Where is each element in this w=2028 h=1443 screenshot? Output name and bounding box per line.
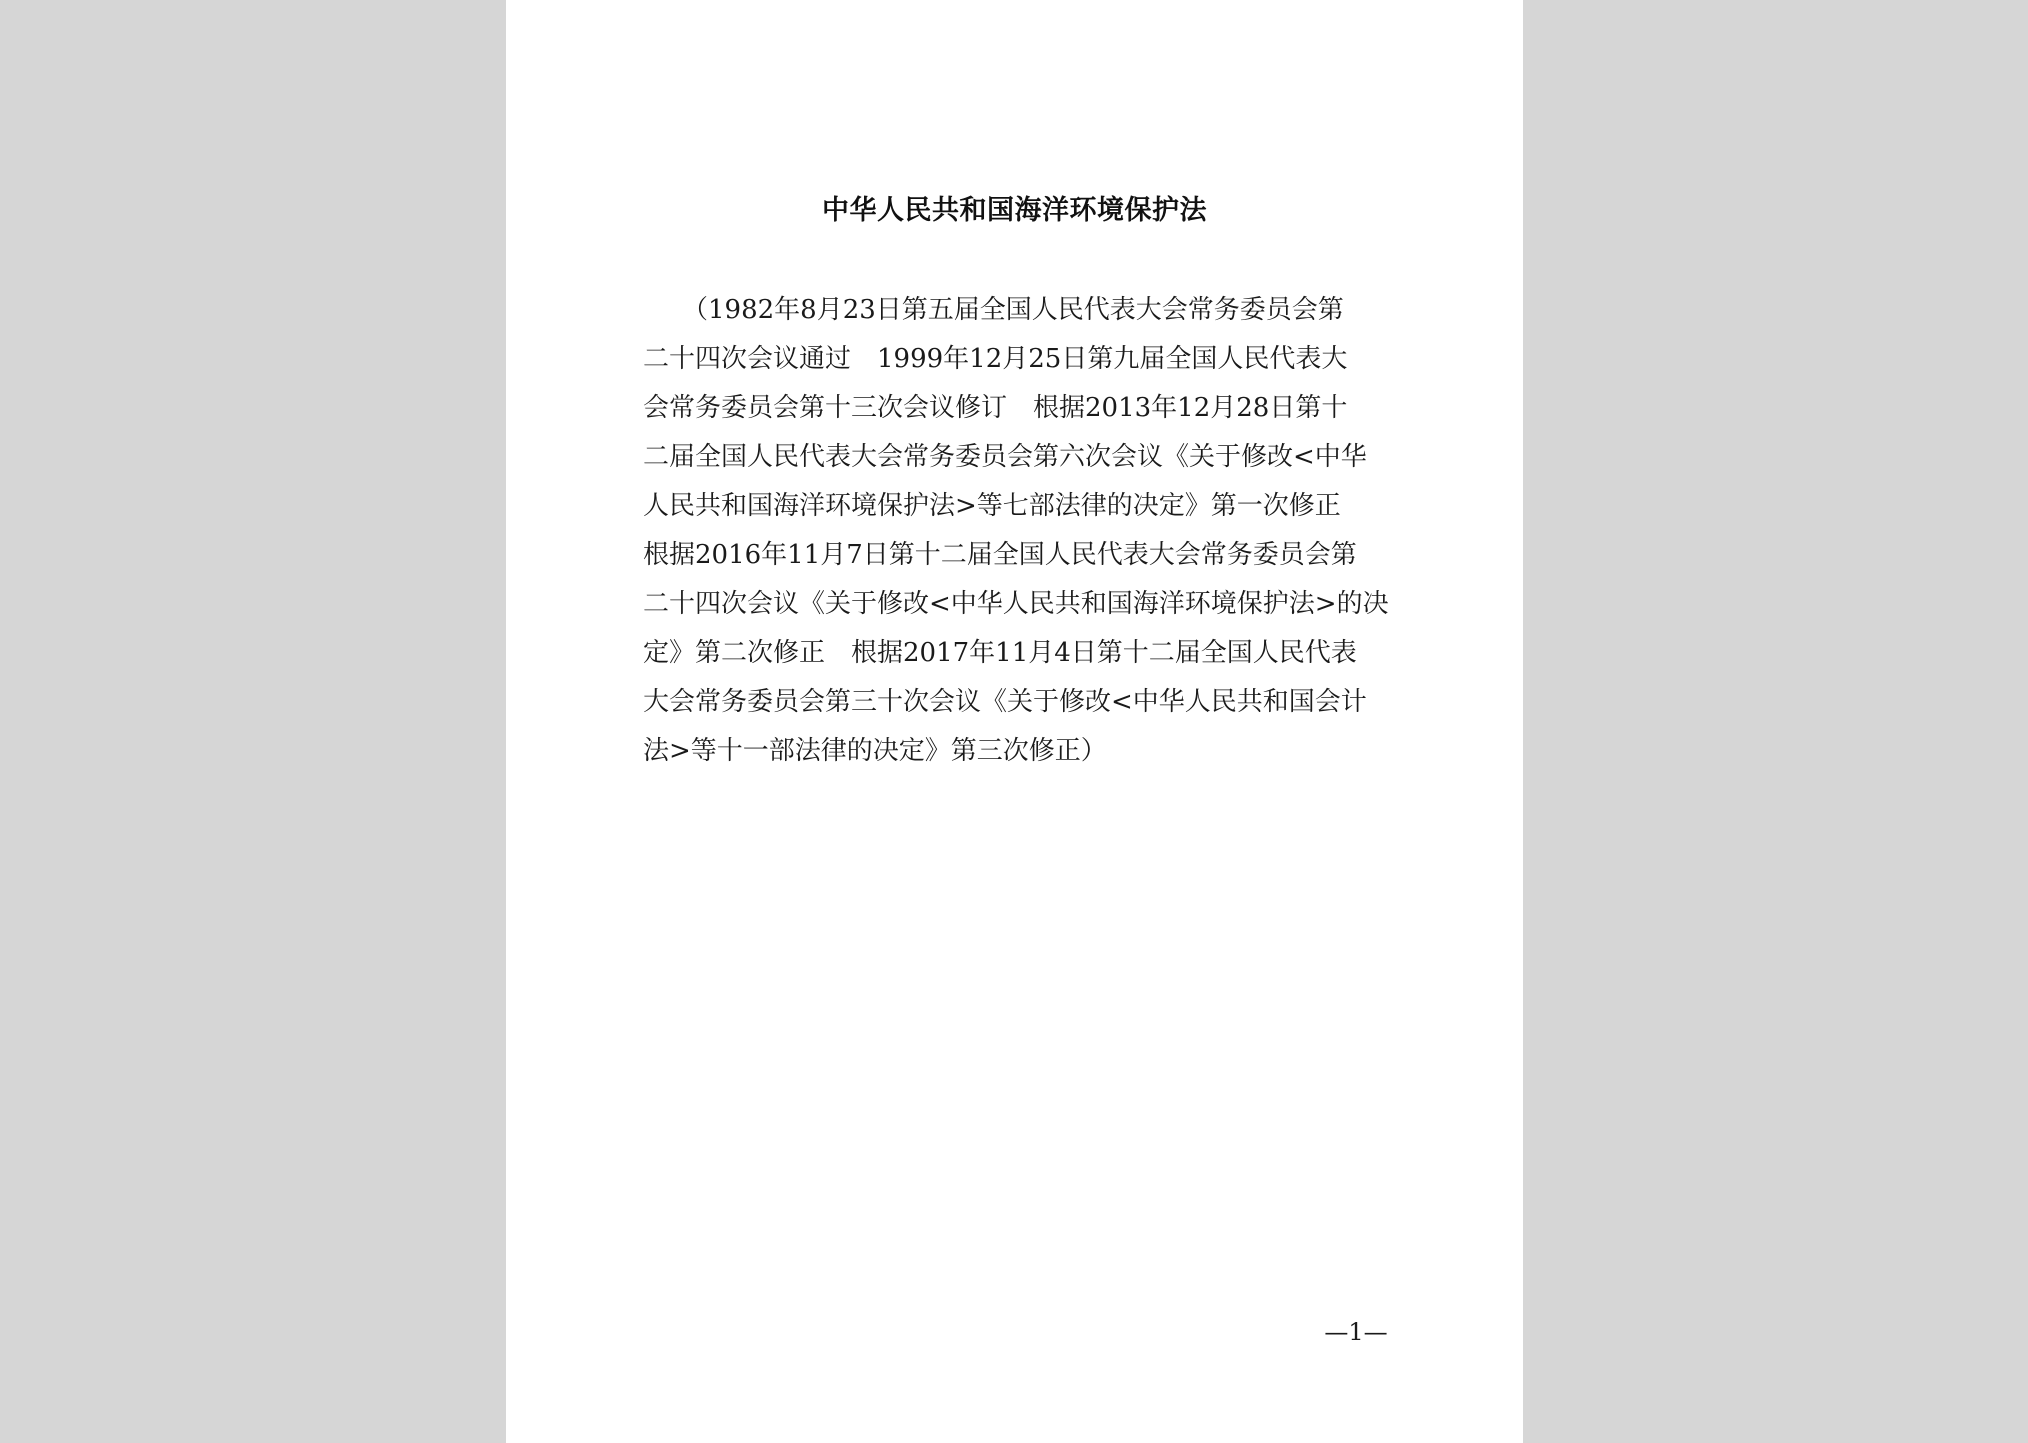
page-number: —1—: [1324, 1318, 1388, 1346]
preamble-line: 根据2016年11月7日第十二届全国人民代表大会常务委员会第: [643, 540, 1357, 570]
preamble-line: 人民共和国海洋环境保护法>等七部法律的决定》第一次修正: [643, 491, 1341, 521]
preamble-text: [643, 286, 1405, 776]
document-page: [506, 0, 1523, 1443]
preamble-line: 二十四次会议通过 1999年12月25日第九届全国人民代表大: [643, 344, 1348, 374]
preamble-line: 二届全国人民代表大会常务委员会第六次会议《关于修改<中华: [643, 442, 1367, 472]
preamble-line: （1982年8月23日第五届全国人民代表大会常务委员会第: [643, 295, 1344, 325]
preamble-line: 法>等十一部法律的决定》第三次修正）: [643, 736, 1107, 766]
preamble-line: 定》第二次修正 根据2017年11月4日第十二届全国人民代表: [643, 638, 1357, 668]
preamble-line: 二十四次会议《关于修改<中华人民共和国海洋环境保护法>的决: [643, 589, 1389, 619]
preamble-line: 大会常务委员会第三十次会议《关于修改<中华人民共和国会计: [643, 687, 1367, 717]
document-title: 中华人民共和国海洋环境保护法: [822, 195, 1207, 226]
preamble-line: 会常务委员会第十三次会议修订 根据2013年12月28日第十: [643, 393, 1348, 423]
